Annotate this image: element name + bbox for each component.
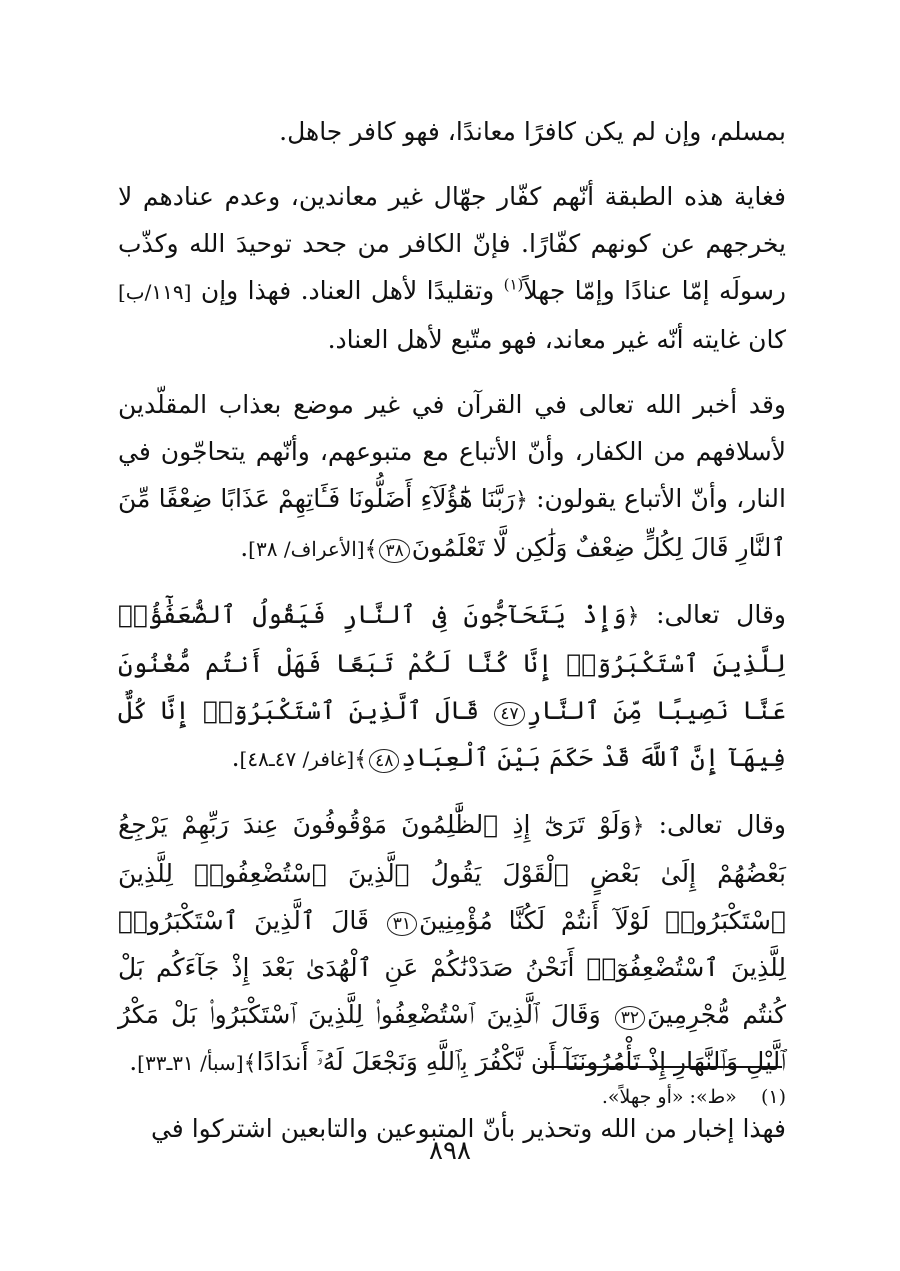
footnote-separator [540,1066,782,1068]
quran-verse-text: قَالَ ٱلَّذِينَ ٱسْتَكْبَرُوٓا۟ إِنَّا كُلٌّ فِيهَآ إِنَّ ٱللَّهَ قَدْ حَكَمَ بَيْنَ ٱلْعِبَادِ [118,696,786,772]
reference-citation: [١١٩/ب] [118,280,192,304]
quran-verse-text: وَقَالَ ٱلَّذِينَ ٱسْتُضْعِفُوا۟ لِلَّذِينَ ٱسْتَكْبَرُوا۟ بَلْ مَكْرُ ٱلَّيْلِ وَٱلنَّهَارِ إِذْ تَأْمُرُونَنَآ أَن نَّكْفُرَ بِٱللَّهِ وَنَجْعَلَ لَهُۥٓ أَندَادًا [118,1000,786,1076]
quran-bracket: ﴿ [514,488,528,513]
quran-verse-text: قَالَ ٱلَّذِينَ ٱسْتَكْبَرُوا۟ لِلَّذِينَ ٱسْتُضْعِفُوٓا۟ أَنَحْنُ صَدَدْنَٰكُمْ عَنِ ٱلْهُدَىٰ بَعْدَ إِذْ جَآءَكُم بَلْ كُنتُم مُّجْرِمِينَ [118,906,786,1029]
reference-citation: [سبأ/ ٣١ـ٣٣] [137,1051,244,1075]
quran-bracket: ﴾ [354,747,368,772]
footnote-text: «ط»: «أو جهلاً». [601,1086,737,1108]
quran-bracket: ﴿ [626,604,640,629]
paragraph-text: . [231,743,240,772]
paragraph-text: فغاية هذه الطبقة أنّهم كفّار جهّال غير معاندين، وعدم عنادهم لا يخرجهم عن كونهم كفّارًا. فإنّ الكافر من جحد توحيدَ الله وكذّب رسولَه إمّا عنادًا وإمّا جهلاً [118,182,786,305]
main-text [118,108,786,1152]
paragraph-text: وقد أخبر الله تعالى في القرآن في غير موضع بعذاب المقلّدين لأسلافهم من الكفار، وأنّ الأتباع مع متبوعهم، وأنّهم يتحاجّون في النار، وأنّ الأتباع يقولون: [118,390,786,513]
quran-verse-text: رَبَّنَا هَٰٓؤُلَآءِ أَضَلُّونَا فَـَٔاتِهِمْ عَذَابًا ضِعْفًا مِّنَ ٱلنَّارِ قَالَ لِكُلٍّ ضِعْفٌ وَلَٰكِن لَّا تَعْلَمُونَ [118,484,786,562]
paragraph-text: وقال تعالى: [639,600,786,629]
footnote-reference-marker: (١) [503,275,524,294]
paragraph-text: وتقليدًا لأهل العناد. فهذا وإن [191,276,504,305]
ayah-number-marker: ٣١ [387,912,417,936]
paragraph [118,801,786,1087]
footnote-number: (١) [760,1086,786,1108]
paragraph [118,381,786,573]
paragraph-text: . [240,533,249,562]
paragraph [118,591,786,783]
quran-bracket: ﴾ [364,537,378,562]
reference-citation: [الأعراف/ ٣٨] [248,537,365,561]
ayah-number-marker: ٤٧ [494,702,524,726]
paragraph-text: وقال تعالى: [644,810,786,839]
footnote [300,1082,786,1112]
ayah-number-marker: ٤٨ [369,749,399,773]
quran-bracket: ﴿ [631,814,645,839]
quran-bracket: ﴾ [243,1051,257,1076]
page-number: ٨٩٨ [429,1136,471,1166]
paragraph-text: بمسلم، وإن لم يكن كافرًا معاندًا، فهو كافر جاهل. [279,117,786,146]
paragraph-text: كان غايته أنّه غير معاند، فهو متّبع لأهل العناد. [327,325,786,354]
paragraph [118,173,786,363]
paragraph-text: فهذا إخبار من الله وتحذير بأنّ المتبوعين والتابعين اشتركوا في [150,1114,786,1143]
reference-citation: [غافر/ ٤٧ـ٤٨] [239,747,355,771]
quran-verse-text: وَلَوْ تَرَىٰٓ إِذِ ٱلظَّٰلِمُونَ مَوْقُوفُونَ عِندَ رَبِّهِمْ يَرْجِعُ بَعْضُهُمْ إِلَىٰ بَعْضٍ ٱلْقَوْلَ يَقُولُ ٱلَّذِينَ ٱسْتُضْعِفُوا۟ لِلَّذِينَ ٱسْتَكْبَرُوا۟ لَوْلَآ أَنتُمْ لَكُنَّا مُؤْمِنِينَ [118,810,787,935]
quran-verse-text: وَإِذْ يَتَحَآجُّونَ فِى ٱلنَّارِ فَيَقُولُ ٱلضُّعَفَٰٓؤُا۟ لِلَّذِينَ ٱسْتَكْبَرُوٓا۟ إِنَّا كُنَّا لَكُمْ تَبَعًا فَهَلْ أَنتُم مُّغْنُونَ عَنَّا نَصِيبًا مِّنَ ٱلنَّارِ [118,600,786,725]
paragraph-text: . [129,1047,138,1076]
ayah-number-marker: ٣٢ [615,1006,645,1030]
paragraph [118,108,786,155]
ayah-number-marker: ٣٨ [379,539,409,563]
